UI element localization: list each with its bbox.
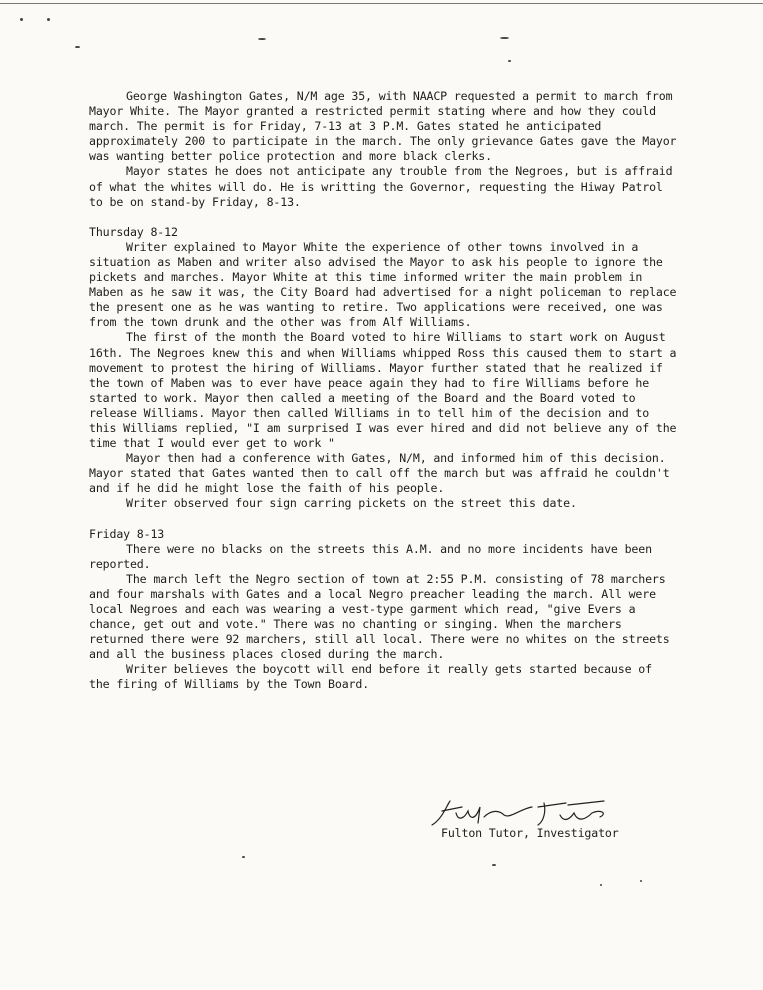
scan-speck <box>508 60 511 62</box>
signer-name: Fulton Tutor, Investigator <box>441 826 619 840</box>
section-paragraph: Mayor then had a conference with Gates, N/M, and informed him of this decision. Mayor stated that Gates wanted then to call off the march but was affraid he couldn't and if he did he might lose the faith of his people. <box>89 451 677 496</box>
section-heading: Thursday 8-12 <box>89 224 178 239</box>
intro-paragraph: George Washington Gates, N/M age 35, with NAACP requested a permit to march from Mayor White. The Mayor granted a restricted permit stating where and how they could march. The permit is for Friday, 7-13 at 3 P.M. Gates stated he anticipated approximately 200 to participate in the march. The only grievance Gates gave the Mayor was wanting better police protection and more black clerks. <box>89 89 684 164</box>
section-paragraph: Writer believes the boycott will end before it really gets started because of the firing of Williams by the Town Board. <box>89 662 659 692</box>
report-body <box>89 89 684 693</box>
scan-speck <box>640 880 642 882</box>
scan-speck <box>242 856 245 858</box>
intro-paragraph: Mayor states he does not anticipate any trouble from the Negroes, but is affraid of what the whites will do. He is writting the Governor, requesting the Hiway Patrol to be on stand-by Friday, 8-13. <box>89 164 680 209</box>
section-paragraph: Writer observed four sign carring pickets on the street this date. <box>126 496 577 511</box>
scan-speck <box>500 37 509 39</box>
scan-speck <box>258 38 266 40</box>
section-paragraph: The first of the month the Board voted to hire Williams to start work on August 16th. The Negroes knew this and when Williams whipped Ross this caused them to start a movement to protest the hiring of Williams. Mayor further stated that he realized if the town of Maben was to ever have peace again they had to fire Williams before he started to work. Mayor then called a meeting of the Board and the Board voted to release Williams. Mayor then called Williams in to tell him of the decision and to this Williams replied, "I am surprised I was ever hired and did not believe any of the time that I would ever get to work " <box>89 330 684 451</box>
signature-block <box>428 795 648 845</box>
section-heading: Friday 8-13 <box>89 526 165 541</box>
scan-speck <box>20 18 23 21</box>
section-paragraph: The march left the Negro section of town at 2:55 P.M. consisting of 78 marchers and four marshals with Gates and a local Negro preacher leading the march. All were local Negroes and each was wearing a vest-type garment which read, "give Evers a chance, get out and vote." There was no chanting or singing. When the marchers returned there were 92 marchers, still all local. There were no whites on the streets and all the business places closed during the march. <box>89 571 677 662</box>
scan-speck <box>47 18 50 21</box>
scan-speck <box>492 864 496 866</box>
scan-speck <box>600 884 602 886</box>
scan-speck <box>75 46 80 48</box>
page-top-edge <box>0 3 763 4</box>
section-paragraph: There were no blacks on the streets this A.M. and no more incidents have been reported. <box>89 541 659 571</box>
section-paragraph: Writer explained to Mayor White the experience of other towns involved in a situation as Maben and writer also advised the Mayor to ask his people to ignore the pickets and marches. Mayor White at this time informed writer the main problem in Maben as he saw it was, the City Board had advertised for a night policeman to replace the present one as he was wanting to retire. Two applications were received, one was from the town drunk and the other was from Alf Williams. <box>89 239 684 330</box>
